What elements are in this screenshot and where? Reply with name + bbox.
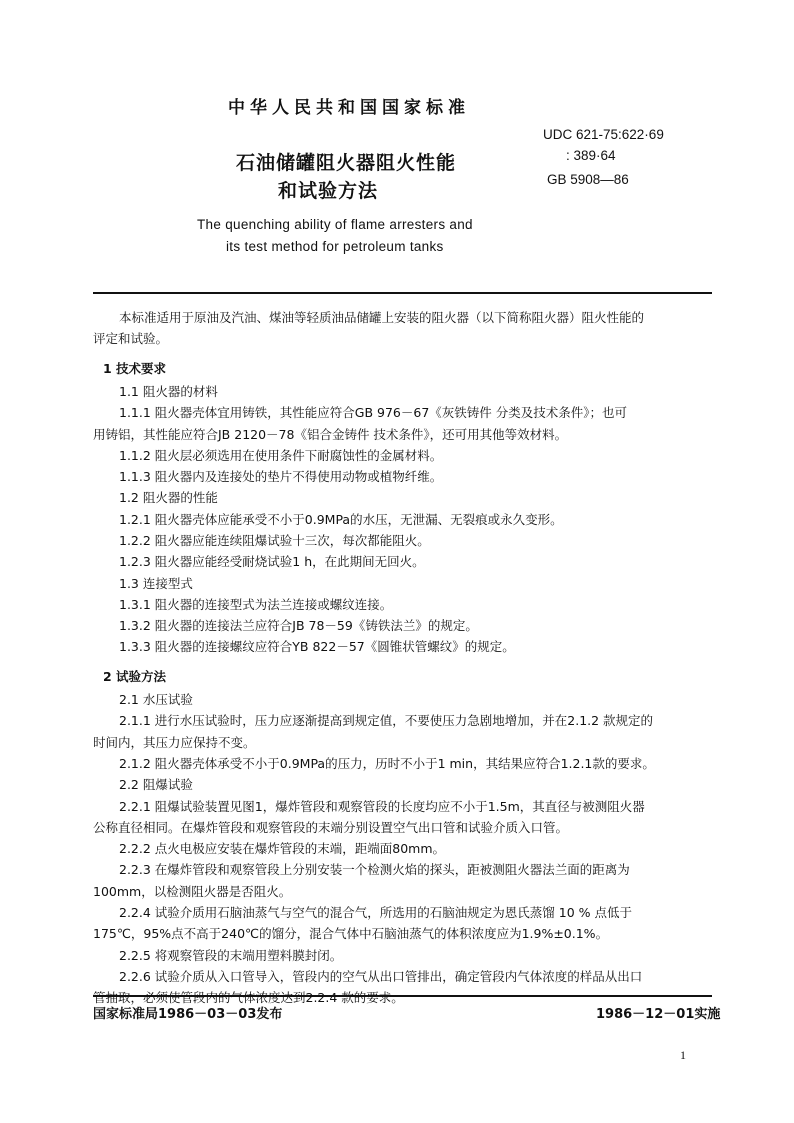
- body-line: 2.2.5 将观察管段的末端用塑料膜封闭。: [119, 948, 343, 963]
- clause-heading: 1.1 阻火器的材料: [119, 384, 218, 399]
- clause-heading: 2.1 水压试验: [119, 692, 193, 707]
- body-line: 2.2.2 点火电极应安装在爆炸管段的末端，距端面80mm。: [119, 841, 446, 856]
- body-line: 175℃，95%点不高于240℃的馏分，混合气体中石脑油蒸气的体积浓度应为1.9%±0.1%。: [93, 926, 609, 941]
- english-title-line-1: The quenching ability of flame arresters and: [197, 217, 473, 232]
- section-heading: 1 技术要求: [103, 361, 167, 376]
- body-line: 1.1.2 阻火层必须选用在使用条件下耐腐蚀性的金属材料。: [119, 448, 443, 463]
- clause-heading: 1.2 阻火器的性能: [119, 490, 218, 505]
- body-line: 2.2.6 试验介质从入口管导入，管段内的空气从出口管排出，确定管段内气体浓度的样品从出口: [119, 969, 643, 984]
- body-line: 本标准适用于原油及汽油、煤油等轻质油品储罐上安装的阻火器（以下简称阻火器）阻火性能的: [119, 310, 645, 325]
- body-line: 1.3.2 阻火器的连接法兰应符合JB 78－59《铸铁法兰》的规定。: [119, 618, 478, 633]
- section-heading: 2 试验方法: [103, 669, 167, 684]
- udc-code-line-2: : 389·64: [566, 148, 616, 163]
- body-line: 2.2.4 试验介质用石脑油蒸气与空气的混合气，所选用的石脑油规定为恩氏蒸馏 10 % 点低于: [119, 905, 632, 920]
- udc-code-line-1: UDC 621-75:622·69: [543, 127, 664, 142]
- body-line: 用铸铝，其性能应符合JB 2120－78《铝合金铸件 技术条件》，还可用其他等效材料。: [93, 427, 568, 442]
- english-title-line-2: its test method for petroleum tanks: [226, 239, 444, 254]
- body-line: 1.2.3 阻火器应能经受耐烧试验1 h，在此期间无回火。: [119, 554, 425, 569]
- national-standard-heading: 中华人民共和国国家标准: [228, 98, 470, 118]
- gb-standard-number: GB 5908—86: [547, 172, 629, 187]
- body-line: 1.2.2 阻火器应能连续阻爆试验十三次，每次都能阻火。: [119, 533, 430, 548]
- clause-heading: 1.3 连接型式: [119, 576, 193, 591]
- body-line: 评定和试验。: [93, 331, 169, 346]
- title-line-1: 石油储罐阻火器阻火性能: [236, 152, 457, 174]
- body-line: 公称直径相同。在爆炸管段和观察管段的末端分别设置空气出口管和试验介质入口管。: [93, 820, 569, 835]
- body-line: 100mm，以检测阻火器是否阻火。: [93, 884, 292, 899]
- header-divider: [93, 292, 712, 294]
- body-line: 1.3.3 阻火器的连接螺纹应符合YB 822－57《圆锥状管螺纹》的规定。: [119, 639, 515, 654]
- body-line: 2.2.3 在爆炸管段和观察管段上分别安装一个检测火焰的探头，距被测阻火器法兰面的距离为: [119, 862, 630, 877]
- body-line: 1.1.3 阻火器内及连接处的垫片不得使用动物或植物纤维。: [119, 469, 443, 484]
- body-line: 2.2.1 阻爆试验装置见图1，爆炸管段和观察管段的长度均应不小于1.5m，其直径与被测阻火器: [119, 799, 645, 814]
- body-line: 2.1.2 阻火器壳体承受不小于0.9MPa的压力，历时不小于1 min，其结果应符合1.2.1款的要求。: [119, 756, 655, 771]
- body-line: 2.1.1 进行水压试验时，压力应逐渐提高到规定值，不要使压力急剧地增加，并在2.1.2 款规定的: [119, 713, 654, 728]
- implementation-date: 1986－12－01实施: [596, 1007, 721, 1022]
- page-number: 1: [680, 1048, 686, 1062]
- title-line-2: 和试验方法: [278, 180, 379, 202]
- publication-date: 国家标准局1986－03－03发布: [93, 1007, 283, 1022]
- body-line: 1.1.1 阻火器壳体宜用铸铁，其性能应符合GB 976－67《灰铁铸件 分类及技术条件》；也可: [119, 405, 628, 420]
- body-line: 1.3.1 阻火器的连接型式为法兰连接或螺纹连接。: [119, 597, 393, 612]
- body-line: 管抽取，必须使管段内的气体浓度达到2.2.4 款的要求。: [93, 990, 404, 1005]
- clause-heading: 2.2 阻爆试验: [119, 777, 193, 792]
- body-line: 时间内，其压力应保持不变。: [93, 735, 256, 750]
- body-line: 1.2.1 阻火器壳体应能承受不小于0.9MPa的水压，无泄漏、无裂痕或永久变形。: [119, 512, 563, 527]
